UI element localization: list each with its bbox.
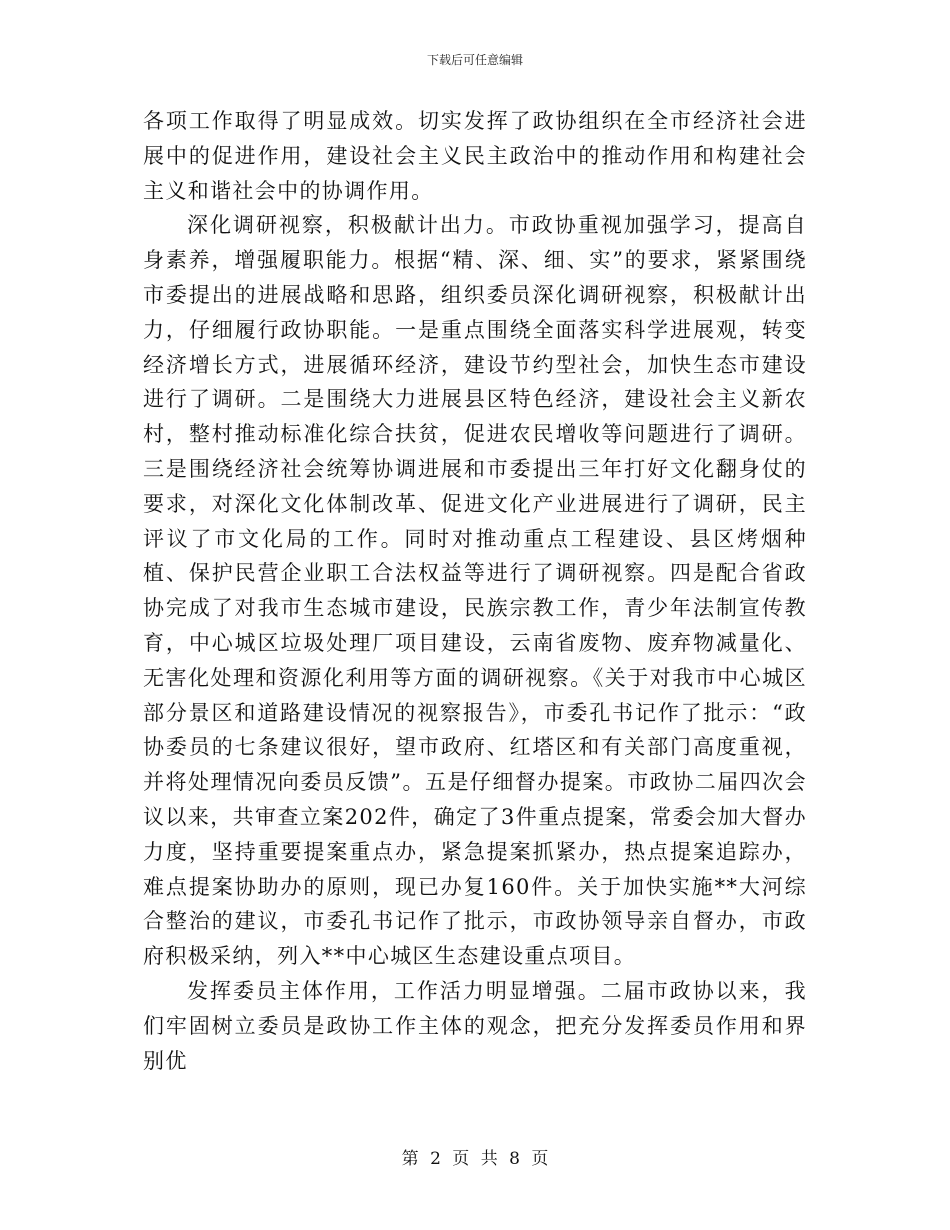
paragraph-intro: 各项工作取得了明显成效。切实发挥了政协组织在全市经济社会进展中的促进作用，建设社会主义民主政治中的推动作用和构建社会主义和谐社会中的协调作用。 <box>143 109 807 203</box>
footer-label-unit-end: 页 <box>531 1149 549 1169</box>
page-header-note: 下载后可任意编辑 <box>426 53 523 67</box>
paragraph-research: 深化调研视察，积极献计出力。市政协重视加强学习，提高自身素养，增强履职能力。根据“精、深、细、实”的要求，紧紧围绕市委提出的进展战略和思路，组织委员深化调研视察，积极献计出力，仔细履行政协职能。一是重点围绕全面落实科学进展观，转变经济增长方式，进展循环经济，建设节约型社会，加快生态市建设进行了调研。二是围绕大力进展县区特色经济，建设社会主义新农村，整村推动标准化综合扶贫，促进农民增收等问题进行了调研。三是围绕经济社会统筹协调进展和市委提出三年打好文化翻身仗的要求，对深化文化体制改革、促进文化产业进展进行了调研，民主评议了市文化局的工作。同时对推动重点工程建设、县区烤烟种植、保护民营企业职工合法权益等进行了调研视察。四是配合省政协完成了对我市生态城市建设，民族宗教工作，青少年法制宣传教育，中心城区垃圾处理厂项目建设，云南省废物、废弃物减量化、无害化处理和资源化利用等方面的调研视察。《关于对我市中心城区部分景区和道路建设情况的视察报告》，市委孔书记作了批示：“政协委员的七条建议很好，望市政府、红塔区和有关部门高度重视，并将处理情况向委员反馈”。五是仔细督办提案。市政协二届四次会议以来，共审查立案202件，确定了3件重点提案，常委会加大督办力度，坚持重要提案重点办，紧急提案抓紧办，热点提案追踪办，难点提案协助办的原则，现已办复160件。关于加快实施**大河综合整治的建议，市委孔书记作了批示，市政协领导亲自督办，市政府积极采纳，列入**中心城区生态建设重点项目。 <box>143 213 807 969</box>
footer-current-page: 2 <box>430 1149 441 1169</box>
paragraph-members: 发挥委员主体作用，工作活力明显增强。二届市政协以来，我们牢固树立委员是政协工作主体的观念，把充分发挥委员作用和界别优 <box>143 978 807 1073</box>
footer-label-total: 共 <box>480 1149 498 1169</box>
document-body <box>143 104 807 1078</box>
footer-label-page: 第 <box>401 1149 419 1169</box>
page-footer <box>0 1148 950 1170</box>
footer-label-unit: 页 <box>452 1149 470 1169</box>
footer-total-pages: 8 <box>509 1149 520 1169</box>
